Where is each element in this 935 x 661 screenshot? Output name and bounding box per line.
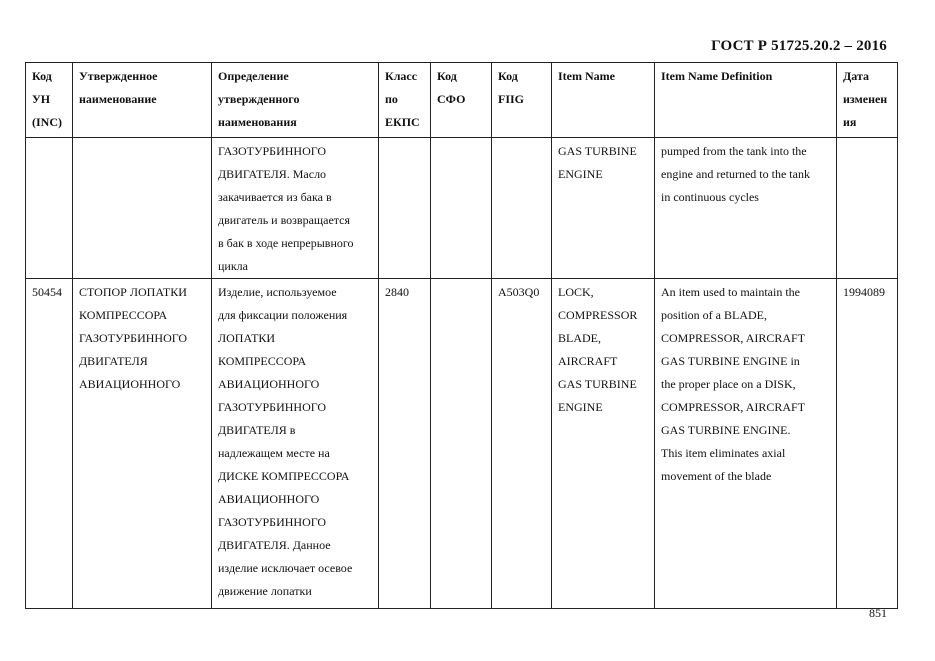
column-header-item-name-definition: Item Name Definition [655,63,837,138]
cell-item-name: LOCK, COMPRESSOR BLADE, AIRCRAFT GAS TURBINE ENGINE [552,279,655,609]
table-row [26,138,898,279]
cell-definition: Изделие, используемое для фиксации положения ЛОПАТКИ КОМПРЕССОРА АВИАЦИОННОГО ГАЗОТУРБИННОГО ДВИГАТЕЛЯ в надлежащем месте на ДИСКЕ КОМПРЕССОРА АВИАЦИОННОГО ГАЗОТУРБИННОГО ДВИГАТЕЛЯ. Данное изделие исключает осевое движение лопатки [212,279,379,609]
classification-table [25,62,898,609]
cell-inc: 50454 [26,279,73,609]
cell-class: 2840 [379,279,431,609]
table-row [26,279,898,609]
cell-fiig: A503Q0 [492,279,552,609]
cell-inc [26,138,73,279]
cell-approved-name [73,138,212,279]
column-header-fiig: Код FIIG [492,63,552,138]
cell-change-date: 1994089 [837,279,898,609]
column-header-inc: Код УН (INC) [26,63,73,138]
column-header-definition: Определение утвержденного наименования [212,63,379,138]
cell-change-date [837,138,898,279]
document-title: ГОСТ Р 51725.20.2 – 2016 [711,38,887,54]
column-header-approved-name: Утвержденное наименование [73,63,212,138]
column-header-class: Класс по ЕКПС [379,63,431,138]
cell-item-name-definition: pumped from the tank into the engine and returned to the tank in continuous cycles [655,138,837,279]
table-header-row [26,63,898,138]
cell-sfo [431,279,492,609]
cell-fiig [492,138,552,279]
cell-sfo [431,138,492,279]
cell-approved-name: СТОПОР ЛОПАТКИ КОМПРЕССОРА ГАЗОТУРБИННОГО ДВИГАТЕЛЯ АВИАЦИОННОГО [73,279,212,609]
cell-class [379,138,431,279]
column-header-change-date: Дата изменен ия [837,63,898,138]
cell-item-name: GAS TURBINE ENGINE [552,138,655,279]
cell-definition: ГАЗОТУРБИННОГО ДВИГАТЕЛЯ. Масло закачивается из бака в двигатель и возвращается в бак в ходе непрерывного цикла [212,138,379,279]
column-header-sfo: Код СФО [431,63,492,138]
page-number: 851 [869,606,887,620]
cell-item-name-definition: An item used to maintain the position of a BLADE, COMPRESSOR, AIRCRAFT GAS TURBINE ENGINE in the proper place on a DISK, COMPRESSOR, AIRCRAFT GAS TURBINE ENGINE. This item eliminates axial movement of the blade [655,279,837,609]
column-header-item-name: Item Name [552,63,655,138]
